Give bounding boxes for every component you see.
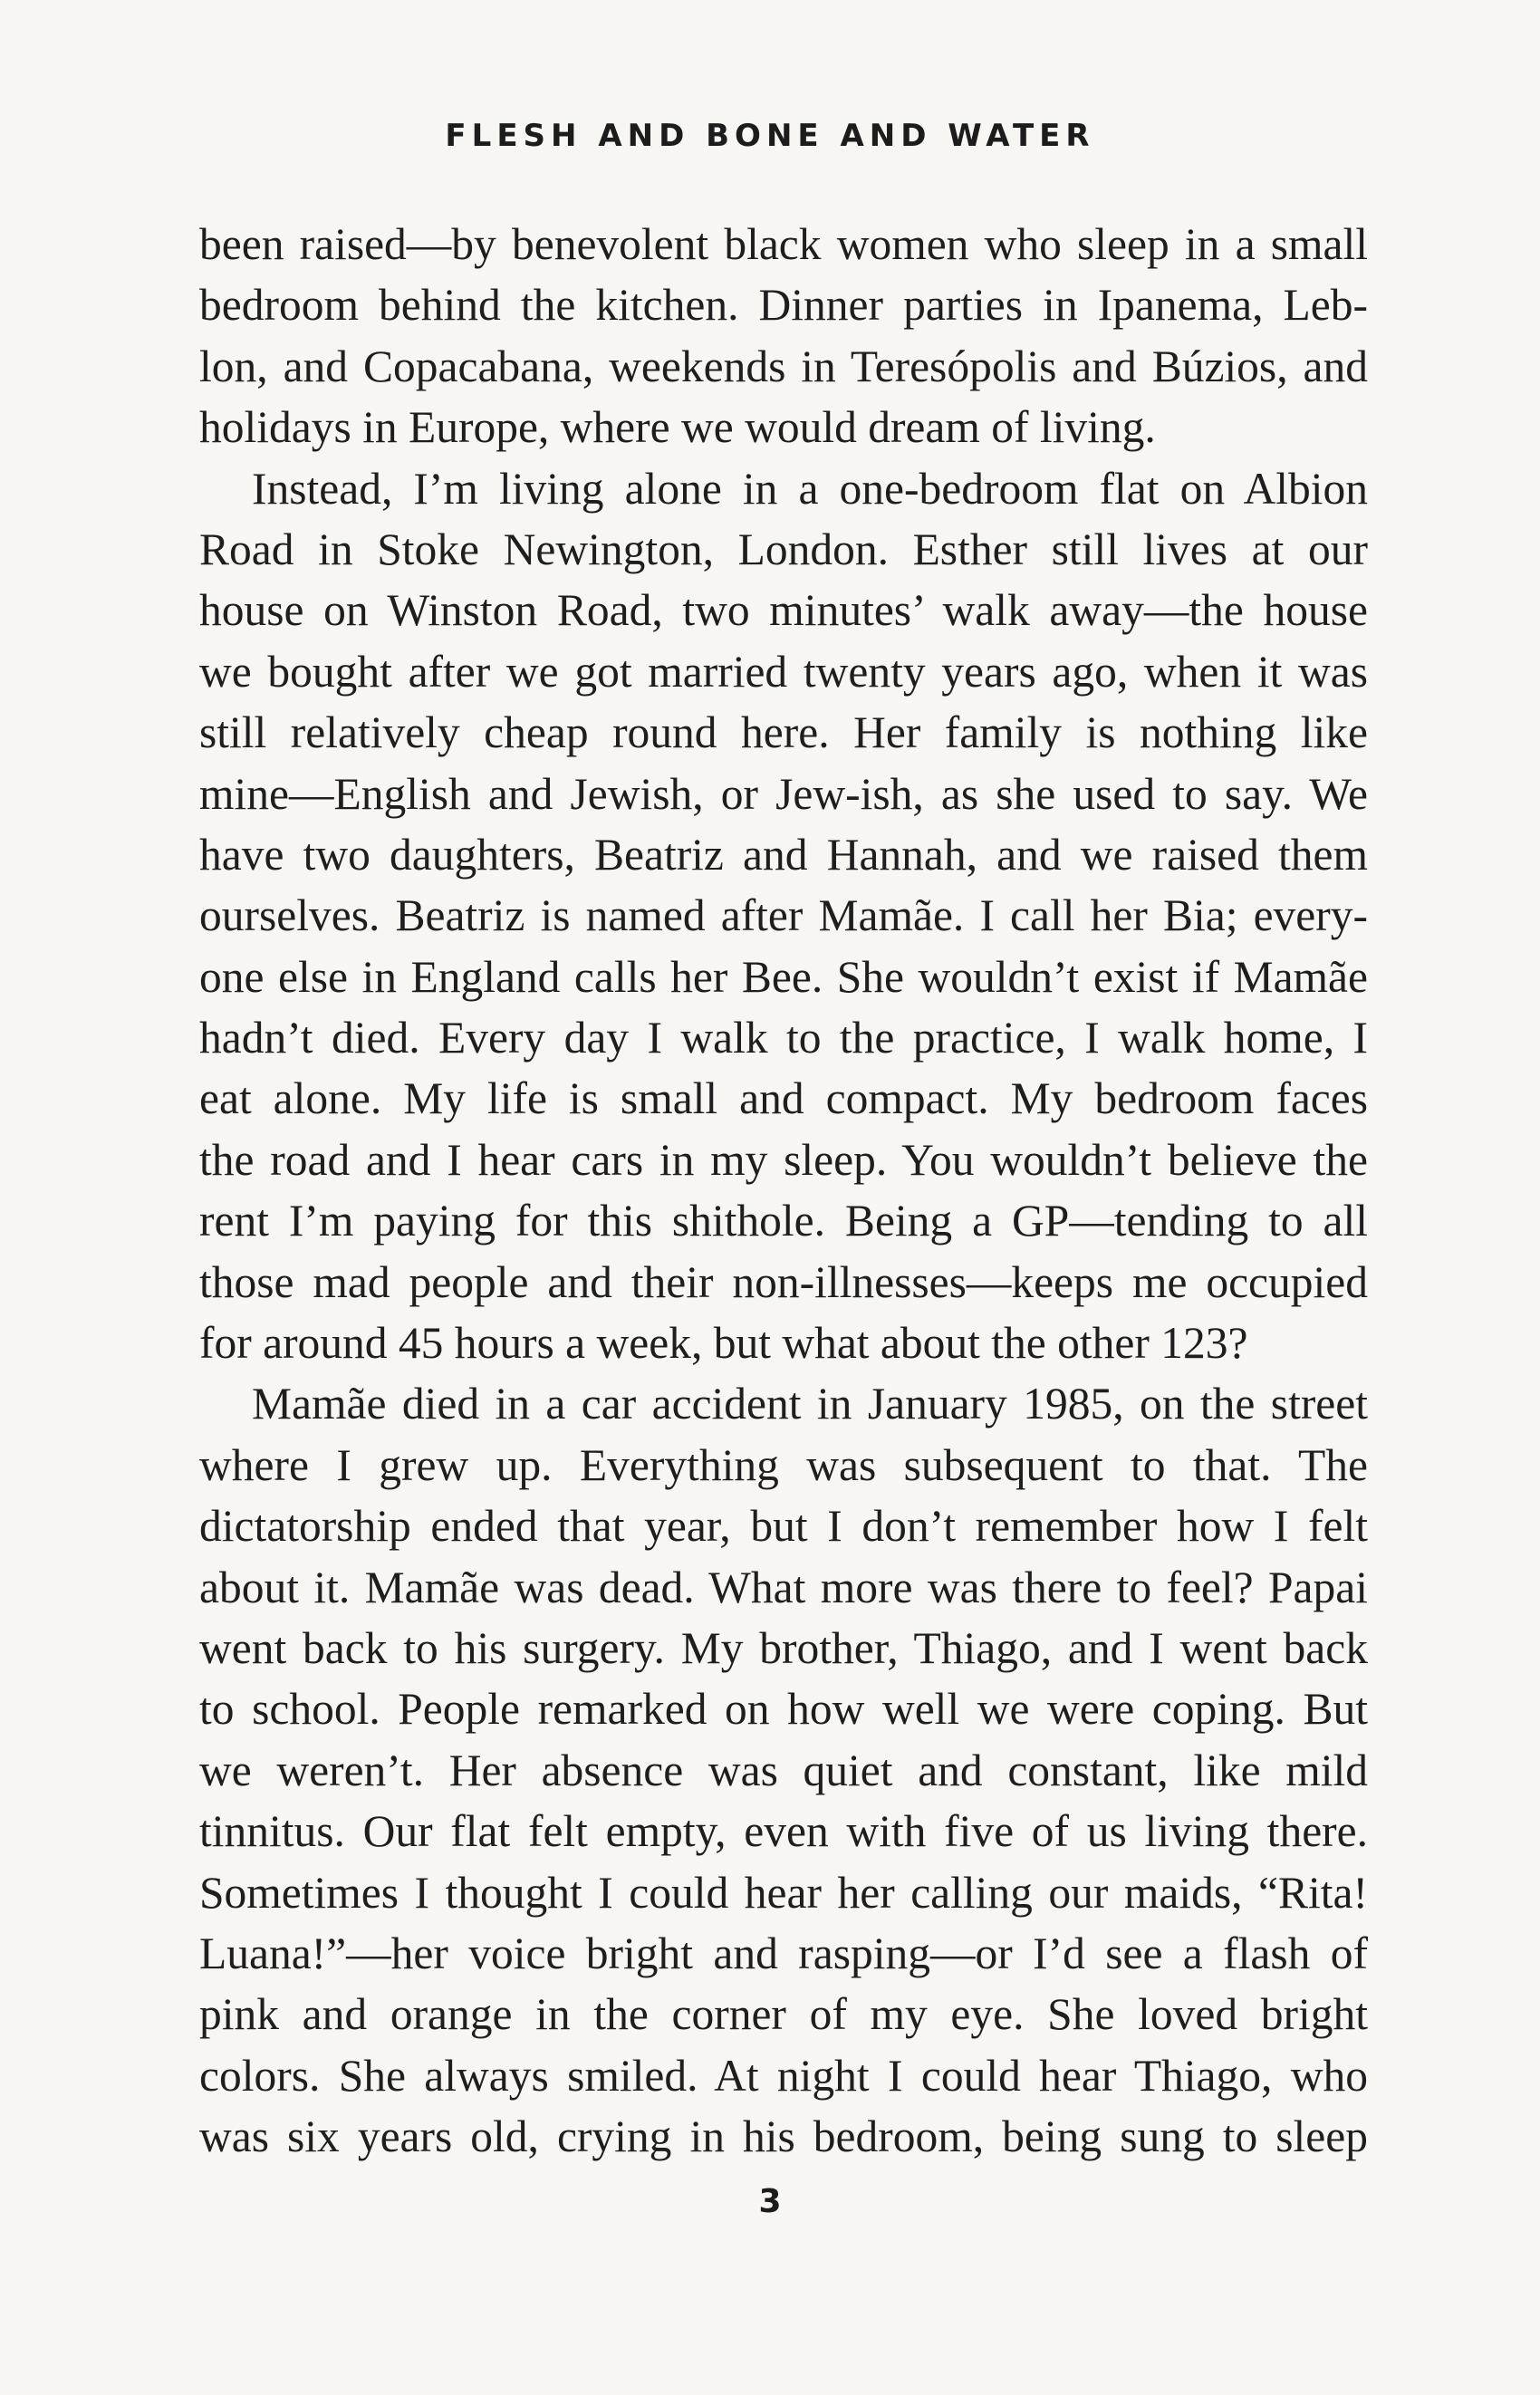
text-line: colors. She always smiled. At night I could hear Thiago, who — [199, 2050, 1368, 2101]
text-line: tinnitus. Our flat felt empty, even with five of us living there. — [199, 1806, 1368, 1857]
text-line: those mad people and their non-illnesses—keeps me occupied — [199, 1256, 1368, 1307]
text-line: we bought after we got married twenty years ago, when it was — [199, 646, 1368, 697]
text-line: still relatively cheap round here. Her family is nothing like — [199, 707, 1368, 758]
text-line: lon, and Copacabana, weekends in Teresópolis and Búzios, and — [199, 341, 1368, 391]
text-line: went back to his surgery. My brother, Thiago, and I went back — [199, 1622, 1368, 1673]
text-line: where I grew up. Everything was subsequent to that. The — [199, 1439, 1368, 1490]
text-line: Instead, I’m living alone in a one-bedroom flat on Albion — [252, 463, 1368, 514]
text-line: we weren’t. Her absence was quiet and constant, like mild — [199, 1745, 1368, 1795]
text-line: about it. Mamãe was dead. What more was there to feel? Papai — [199, 1562, 1368, 1612]
text-line: holidays in Europe, where we would dream of living. — [199, 402, 1156, 453]
text-line: ourselves. Beatriz is named after Mamãe. I call her Bia; every- — [199, 890, 1368, 941]
text-line: house on Winston Road, two minutes’ walk away—the house — [199, 585, 1368, 636]
text-line: bedroom behind the kitchen. Dinner parties in Ipanema, Leb- — [199, 280, 1368, 331]
text-line: rent I’m paying for this shithole. Being a GP—tending to all — [199, 1196, 1368, 1246]
text-line: mine—English and Jewish, or Jew-ish, as she used to say. We — [199, 768, 1368, 819]
text-line: was six years old, crying in his bedroom, being sung to sleep — [199, 2111, 1368, 2162]
text-line: Luana!”—her voice bright and rasping—or I’d see a flash of — [199, 1928, 1368, 1978]
text-line: pink and orange in the corner of my eye. She loved bright — [199, 1989, 1368, 2040]
page-number: 3 — [758, 2183, 782, 2220]
text-line: Road in Stoke Newington, London. Esther still lives at our — [199, 524, 1368, 574]
text-line: eat alone. My life is small and compact. My bedroom faces — [199, 1073, 1368, 1124]
text-line: the road and I hear cars in my sleep. You wouldn’t believe the — [199, 1134, 1368, 1185]
text-line: Sometimes I thought I could hear her calling our maids, “Rita! — [199, 1867, 1368, 1918]
text-line: for around 45 hours a week, but what about the other 123? — [199, 1318, 1248, 1369]
running-title: FLESH AND BONE AND WATER — [445, 118, 1095, 154]
text-line: to school. People remarked on how well we were coping. But — [199, 1684, 1368, 1735]
text-line: one else in England calls her Bee. She wouldn’t exist if Mamãe — [199, 951, 1368, 1002]
text-line: been raised—by benevolent black women who sleep in a small — [199, 219, 1368, 269]
body-text — [199, 214, 1368, 2168]
text-line: dictatorship ended that year, but I don’t remember how I felt — [199, 1501, 1368, 1552]
text-line: have two daughters, Beatriz and Hannah, and we raised them — [199, 829, 1368, 880]
text-line: hadn’t died. Every day I walk to the practice, I walk home, I — [199, 1013, 1368, 1063]
text-line: Mamãe died in a car accident in January 1985, on the street — [252, 1379, 1368, 1429]
